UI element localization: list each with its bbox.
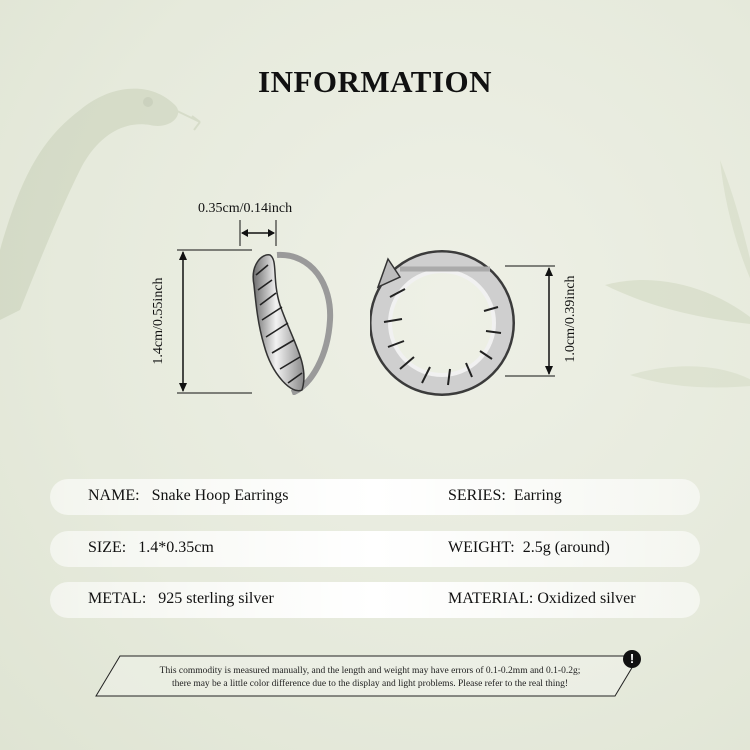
name-label: NAME: [88,487,140,504]
series-label: SERIES: [448,487,506,504]
earring-side-view [232,245,342,395]
disclaimer-text [135,665,605,691]
warning-icon: ! [623,650,641,668]
spec-row-name [50,479,700,515]
weight-value: 2.5g (around) [522,539,610,556]
thickness-label: 0.35cm/0.14inch [198,201,293,216]
material-value: Oxidized silver [537,590,636,607]
spec-row-metal [50,582,700,618]
height-label-left: 1.4cm/0.55inch [151,277,166,365]
weight-label: WEIGHT: [448,539,515,556]
leaf-decoration-icon [600,150,750,410]
thickness-arrow [232,218,292,248]
spec-row-size [50,531,700,567]
height-arrow-right [505,261,565,381]
disclaimer-line-1: This commodity is measured manually, and the length and weight may have errors of 0.1-0.2mm and 0.1-0.2g; [159,666,581,676]
size-label: SIZE: [88,539,127,556]
page-title: INFORMATION [258,64,492,99]
disclaimer-line-2: there may be a little color difference due to the display and light problems. Please refer to the real thing! [171,679,569,689]
metal-label: METAL: [88,590,147,607]
earring-front-view [370,247,520,397]
material-label: MATERIAL: [448,590,534,607]
size-value: 1.4*0.35cm [138,539,214,556]
disclaimer-box [95,655,640,697]
name-value: Snake Hoop Earrings [151,487,289,504]
metal-value: 925 sterling silver [158,590,274,607]
series-value: Earring [513,487,562,504]
height-label-right: 1.0cm/0.39inch [563,275,578,363]
